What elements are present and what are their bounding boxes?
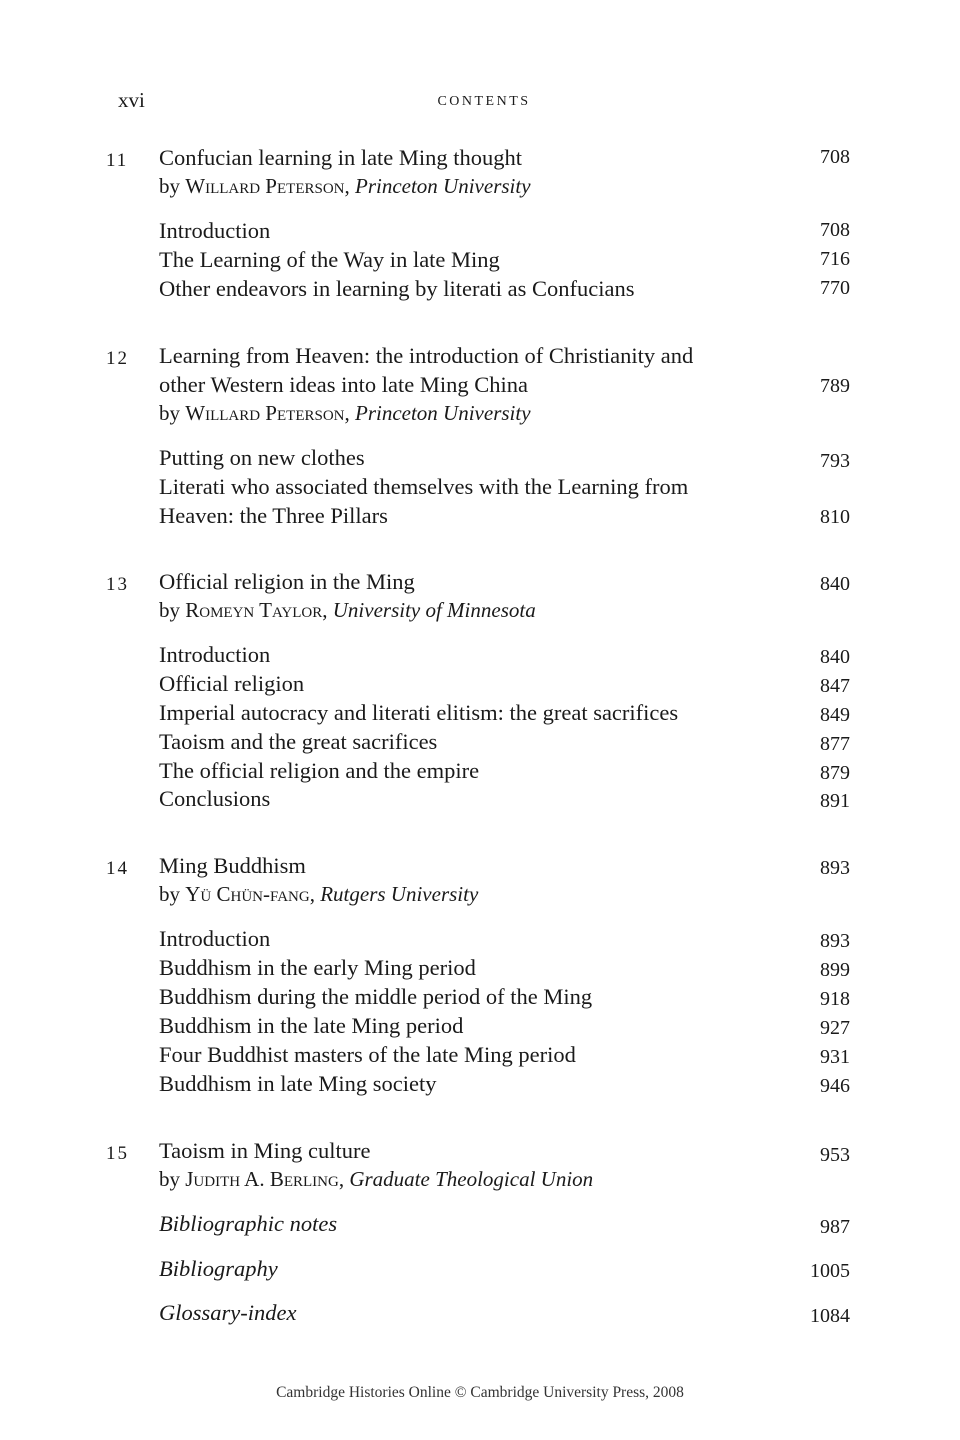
page-number: 1005 [810,1260,850,1282]
byline-prefix: by [159,598,180,622]
byline-prefix: by [159,401,180,425]
page-number: 953 [820,1144,850,1166]
section-title: Introduction [159,642,271,667]
byline-author: Willard Peterson [185,174,345,198]
chapter-byline: by Willard Peterson, Princeton University [159,401,531,425]
running-header [118,88,850,118]
chapter-number: 14 [106,858,129,879]
chapter-byline: by Judith A. Berling, Graduate Theological Union [159,1167,594,1191]
page-number: 708 [820,219,850,241]
page-number: 918 [820,988,850,1010]
byline-affiliation: Rutgers University [320,882,479,906]
page-number: 770 [820,277,850,299]
section-title: Buddhism in late Ming society [159,1071,437,1096]
chapter-number: 15 [106,1143,129,1164]
back-matter-title: Bibliography [159,1256,278,1281]
page-number: 899 [820,959,850,981]
page-number: 840 [820,646,850,668]
page-number: 793 [820,450,850,472]
byline-prefix: by [159,174,180,198]
chapter-title: Official religion in the Ming [159,569,415,594]
section-title: Imperial autocracy and literati elitism: the great sacrifices [159,700,679,725]
page-number: 789 [820,375,850,397]
page-number: 946 [820,1075,850,1097]
section-title: The official religion and the empire [159,758,480,783]
chapter-byline: by Romeyn Taylor, University of Minnesota [159,598,536,622]
page-number: 931 [820,1046,850,1068]
page-number: 849 [820,704,850,726]
page-number: 877 [820,733,850,755]
page-number: 1084 [810,1305,850,1327]
copyright-footer: Cambridge Histories Online © Cambridge University Press, 2008 [276,1384,684,1401]
chapter-byline: by Willard Peterson, Princeton University [159,174,531,198]
section-title: Official religion [159,671,305,696]
page-number: 893 [820,857,850,879]
page-number: 891 [820,790,850,812]
section-title: The Learning of the Way in late Ming [159,247,500,272]
byline-author: Romeyn Taylor [185,598,323,622]
section-title: Putting on new clothes [159,445,365,470]
byline-author: Judith A. Berling [185,1167,339,1191]
page-number: 840 [820,573,850,595]
back-matter-title: Bibliographic notes [159,1211,338,1236]
byline-affiliation: Graduate Theological Union [349,1167,594,1191]
section-title: Literati who associated themselves with the Learning from [159,474,689,499]
section-title: Buddhism during the middle period of the Ming [159,984,593,1009]
chapter-title: Confucian learning in late Ming thought [159,145,523,170]
byline-author: Yü Chün-fang [185,882,310,906]
page-number: 847 [820,675,850,697]
chapter-title: Learning from Heaven: the introduction of Christianity and [159,343,694,368]
chapter-title: other Western ideas into late Ming China [159,372,528,397]
section-title: Buddhism in the early Ming period [159,955,476,980]
page-number: 708 [820,146,850,168]
back-matter-title: Glossary-index [159,1300,297,1325]
byline-affiliation: Princeton University [355,401,531,425]
page-number: 879 [820,762,850,784]
chapter-number: 12 [106,348,129,369]
section-title: Introduction [159,218,271,243]
chapter-title: Ming Buddhism [159,853,306,878]
running-title: CONTENTS [437,94,531,109]
byline-affiliation: Princeton University [355,174,531,198]
section-title: Conclusions [159,786,271,811]
section-title: Taoism and the great sacrifices [159,729,438,754]
page-number: 987 [820,1216,850,1238]
section-title: Heaven: the Three Pillars [159,503,388,528]
page-number: 893 [820,930,850,952]
byline-prefix: by [159,1167,180,1191]
section-title: Other endeavors in learning by literati as Confucians [159,276,635,301]
chapter-title: Taoism in Ming culture [159,1138,371,1163]
page-number: 927 [820,1017,850,1039]
chapter-byline: by Yü Chün-fang, Rutgers University [159,882,479,906]
section-title: Introduction [159,926,271,951]
section-title: Buddhism in the late Ming period [159,1013,464,1038]
byline-author: Willard Peterson [185,401,345,425]
section-title: Four Buddhist masters of the late Ming period [159,1042,576,1067]
page-folio: xvi [118,88,145,112]
page-number: 716 [820,248,850,270]
chapter-number: 11 [106,150,129,171]
byline-prefix: by [159,882,180,906]
byline-affiliation: University of Minnesota [332,598,536,622]
chapter-number: 13 [106,574,129,595]
page-number: 810 [820,506,850,528]
